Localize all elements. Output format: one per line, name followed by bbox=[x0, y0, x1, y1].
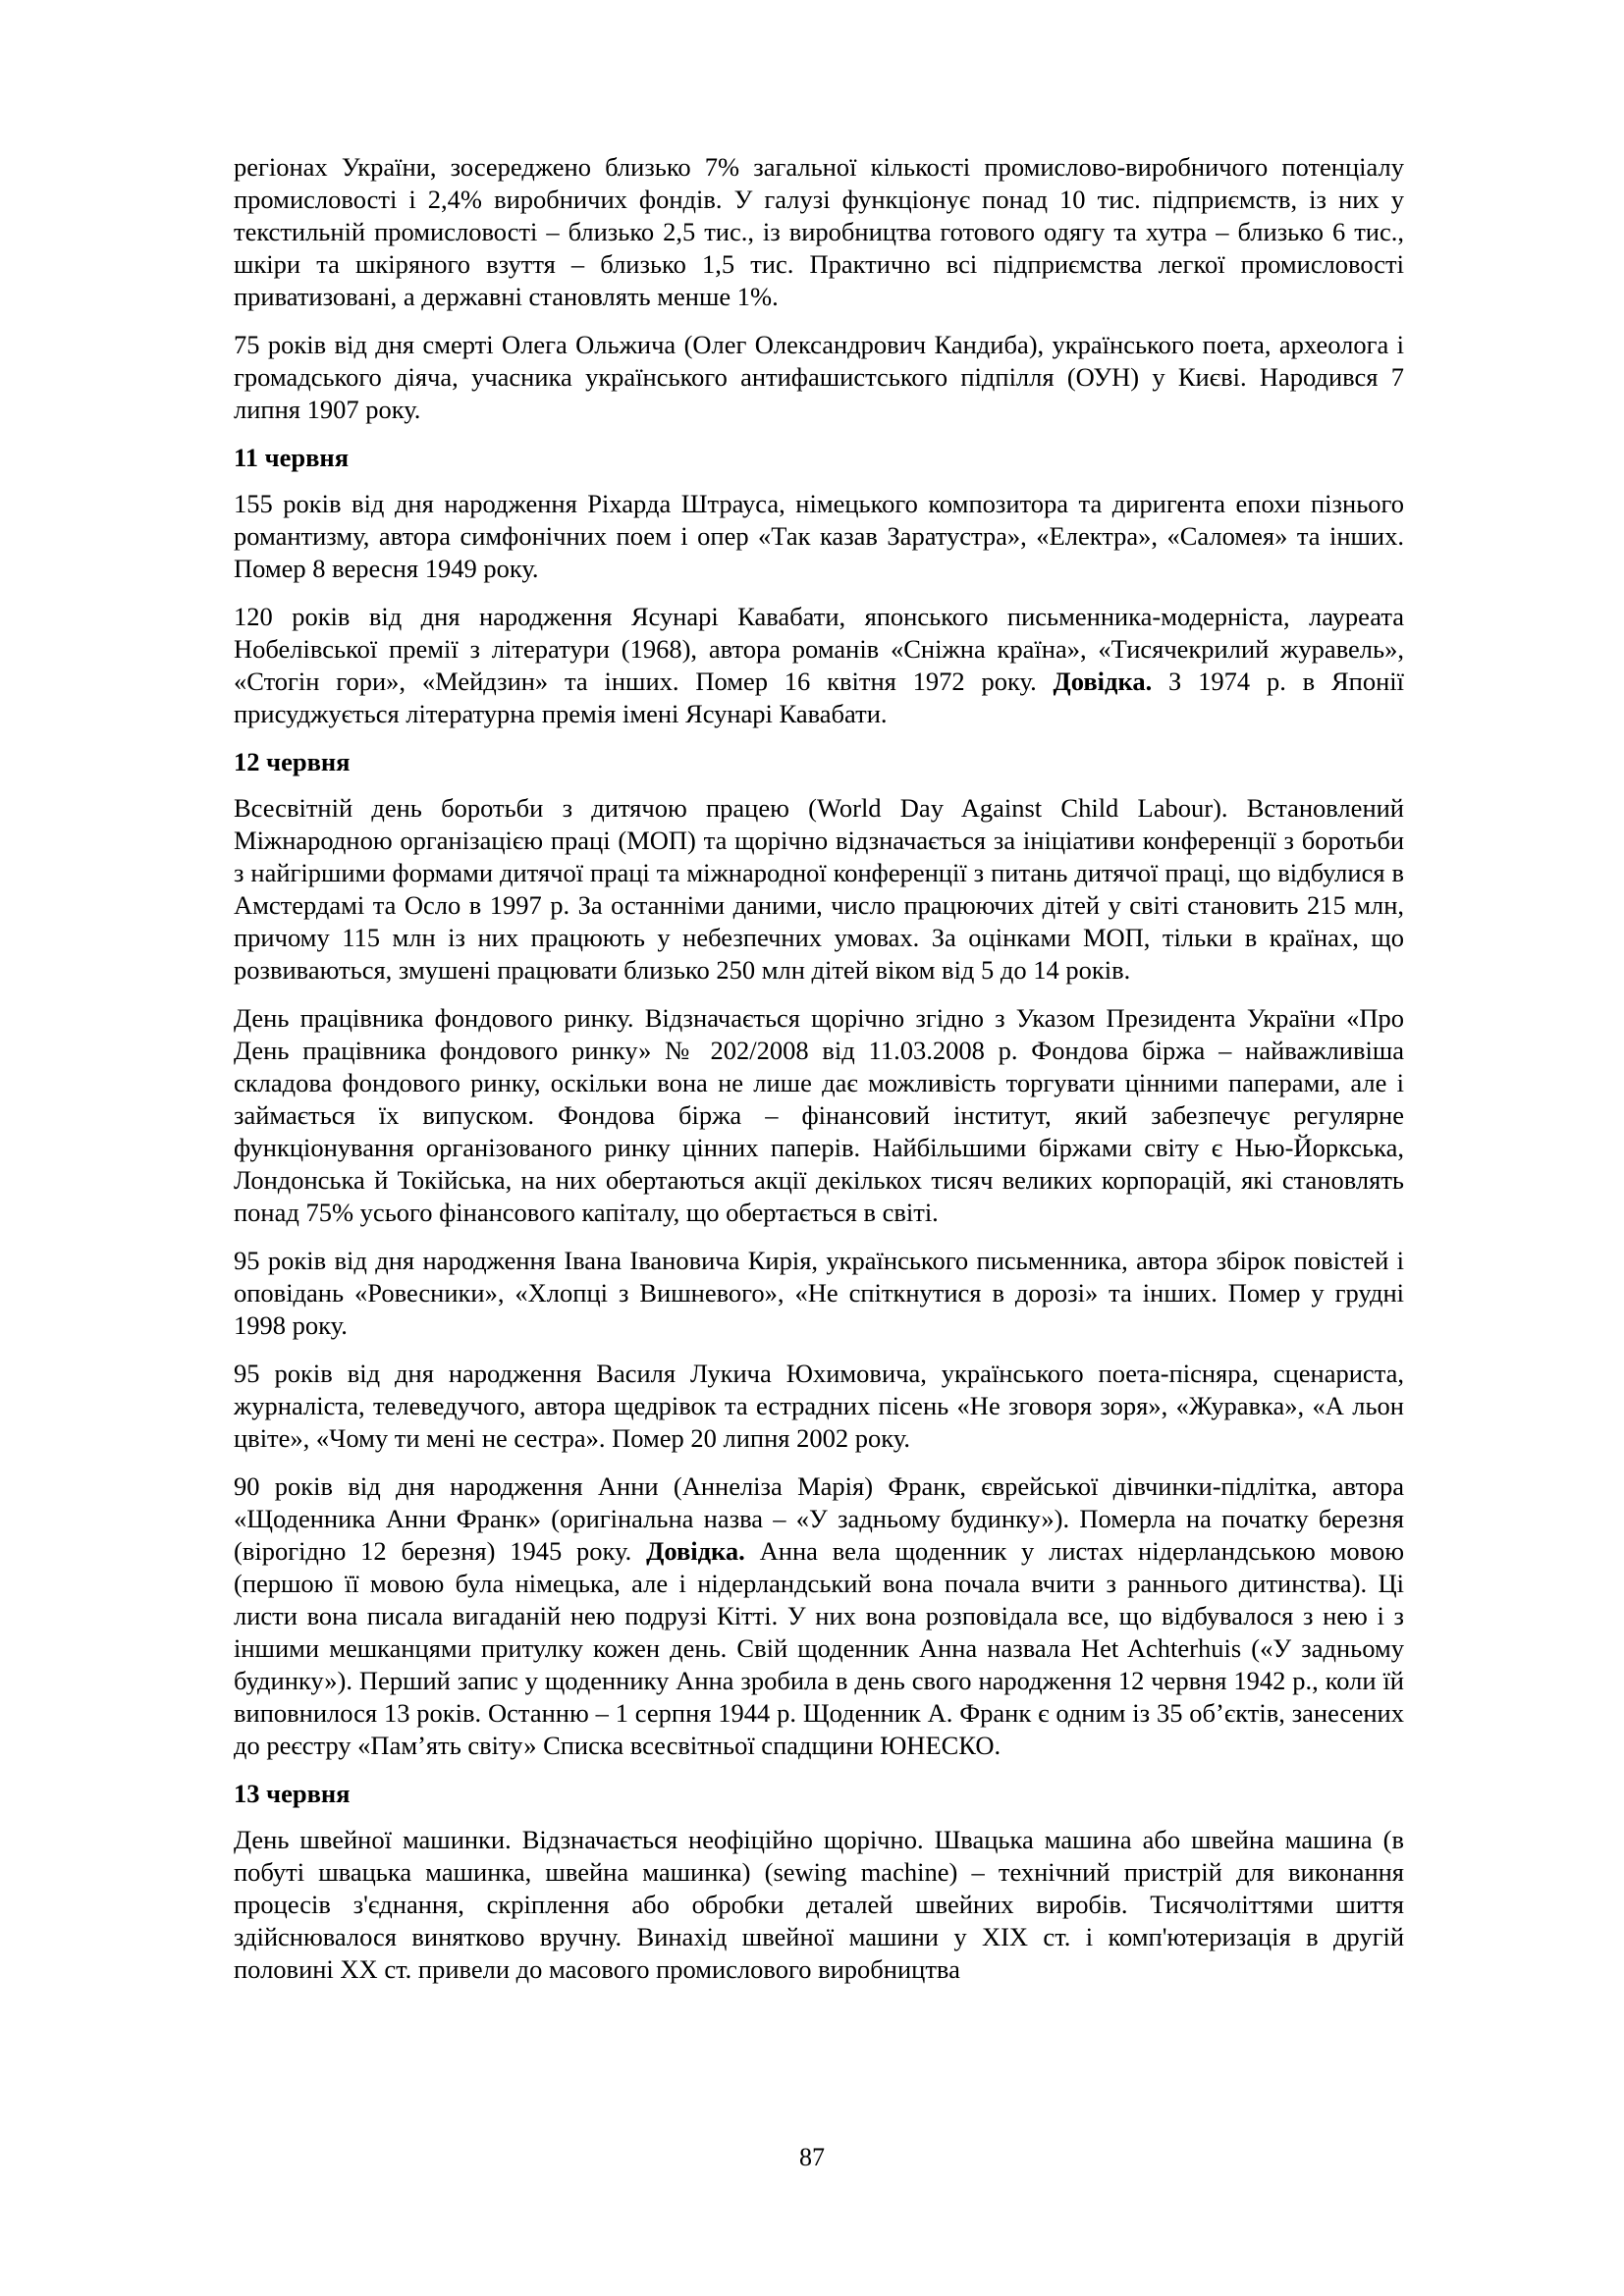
date-heading: 13 червня bbox=[234, 1779, 351, 1808]
paragraph: 95 років від дня народження Івана Івановича Кирія, українського письменника, автора збірок повістей і оповідань «Ровесники», «Хлопці з Вишневого», «Не спіткнутися в дорозі» та інших. Помер у грудні 1998 року. bbox=[234, 1246, 1404, 1340]
document-body bbox=[234, 151, 1404, 2002]
section-continuation bbox=[234, 151, 1404, 426]
paragraph: 155 років від дня народження Ріхарда Штрауса, німецького композитора та диригента епохи пізнього романтизму, автора симфонічних поем і опер «Так казав Заратустра», «Електра», «Саломея» та інших. Помер 8 вересня 1949 року. bbox=[234, 489, 1404, 583]
paragraph: День швейної машинки. Відзначається неофіційно щорічно. Швацька машина або швейна машина (в побуті швацька машинка, швейна машинка) (sewing machine) – технічний пристрій для виконання процесів з'єднання, скріплення або обробки деталей швейних виробів. Тисячоліттями шиття здійснювалося винятково вручну. Винахід швейної машини у XIX ст. і комп'ютеризація в другій половині XX ст. привели до масового промислового виробництва bbox=[234, 1825, 1404, 1984]
paragraph: регіонах України, зосереджено близько 7% загальної кількості промислово-виробничого потенціалу промисловості і 2,4% виробничих фондів. У галузі функціонує понад 10 тис. підприємств, із них у текстильній промисловості – близько 2,5 тис., із виробництва готового одягу та хутра – близько 6 тис., шкіри та шкіряного взуття – близько 1,5 тис. Практично всі підприємства легкої промисловості приватизовані, а державні становлять менше 1%. bbox=[234, 152, 1404, 311]
section-june-11 bbox=[234, 442, 1404, 730]
paragraph: Всесвітній день боротьби з дитячою працею (World Day Against Child Labour). Встановлений Міжнародною організацією праці (МОП) та щорічно відзначається за ініціативи конференції з боротьби з найгіршими формами дитячої праці та міжнародної конференції з питань дитячої праці, що відбулися в Амстердамі та Осло в 1997 р. За останніми даними, число працюючих дітей у світі становить 215 млн, причому 115 млн із них працюють у небезпечних умовах. За оцінками МОП, тільки в країнах, що розвиваються, змушені працювати близько 250 млн дітей віком від 5 до 14 років. bbox=[234, 793, 1404, 985]
note-label: Довідка. bbox=[1053, 667, 1153, 696]
paragraph: 95 років від дня народження Василя Лукича Юхимовича, українського поета-пісняра, сценариста, журналіста, телеведучого, автора щедрівок та естрадних пісень «Не зговоря зоря», «Журавка», «А льон цвіте», «Чому ти мені не сестра». Помер 20 липня 2002 року. bbox=[234, 1359, 1404, 1453]
date-heading: 12 червня bbox=[234, 747, 351, 776]
section-june-13 bbox=[234, 1778, 1404, 1986]
note-text: З 1974 р. в Японії присуджується літературна премія імені Ясунарі Кавабати. bbox=[234, 667, 1405, 728]
section-june-12 bbox=[234, 746, 1404, 1762]
note-text: Анна вела щоденник у листах нідерландською мовою (першою її мовою була німецька, але і нідерландський вона почала вчити з раннього дитинства). Ці листи вона писала вигаданій нею подрузі Кітті. У них вона розповідала все, що відбувалося з нею і з іншими мешканцями притулку кожен день. Свій щоденник Анна назвала Het Achterhuis («У задньому будинку»). Перший запис у щоденнику Анна зробила в день свого народження 12 червня 1942 р., коли їй виповнилося 13 років. Останню – 1 серпня 1944 р. Щоденник А. Франк є одним із 35 об’єктів, занесених до реєстру «Пам’ять світу» Списка всесвітньої спадщини ЮНЕСКО. bbox=[234, 1536, 1405, 1760]
paragraph-with-note bbox=[234, 601, 1404, 730]
paragraph-text: 120 років від дня народження Ясунарі Кавабати, японського письменника-модерніста, лауреата Нобелівської премії з літератури (1968), автора романів «Снiжна країна», «Тисячекрилий журавель», «Стогін гори», «Мейдзин» та інших. Помер 16 квітня 1972 року. bbox=[234, 602, 1404, 696]
paragraph-with-note bbox=[234, 1470, 1404, 1762]
date-heading: 11 червня bbox=[234, 443, 350, 472]
paragraph-text: 90 років від дня народження Анни (Аннеліза Марія) Франк, єврейської дівчинки-підлітка, автора «Щоденника Анни Франк» (оригінальна назва – «У задньому будинку»). Померла на початку березня (вірогідно 12 березня) 1945 року. bbox=[234, 1471, 1404, 1566]
note-label: Довідка. bbox=[646, 1536, 745, 1566]
page-number: 87 bbox=[799, 2143, 825, 2171]
paragraph: 75 років від дня смерті Олега Ольжича (Олег Олександрович Кандиба), українського поета, археолога і громадського діяча, учасника українського антифашистського підпілля (ОУН) у Києві. Народився 7 липня 1907 року. bbox=[234, 330, 1404, 424]
paragraph: День працівника фондового ринку. Відзначається щорічно згідно з Указом Президента України «Про День працівника фондового ринку» № 202/2008 від 11.03.2008 р. Фондова біржа – найважливіша складова фондового ринку, оскільки вона не лише дає можливість торгувати цінними паперами, але і займається їх випуском. Фондова біржа – фінансовий інститут, який забезпечує регулярне функціонування організованого ринку цінних паперів. Найбільшими біржами світу є Нью-Йоркська, Лондонська й Токійська, на них обертаються акції декількох тисяч великих корпорацій, які становлять понад 75% усього фінансового капіталу, що обертається в світі. bbox=[234, 1003, 1404, 1227]
